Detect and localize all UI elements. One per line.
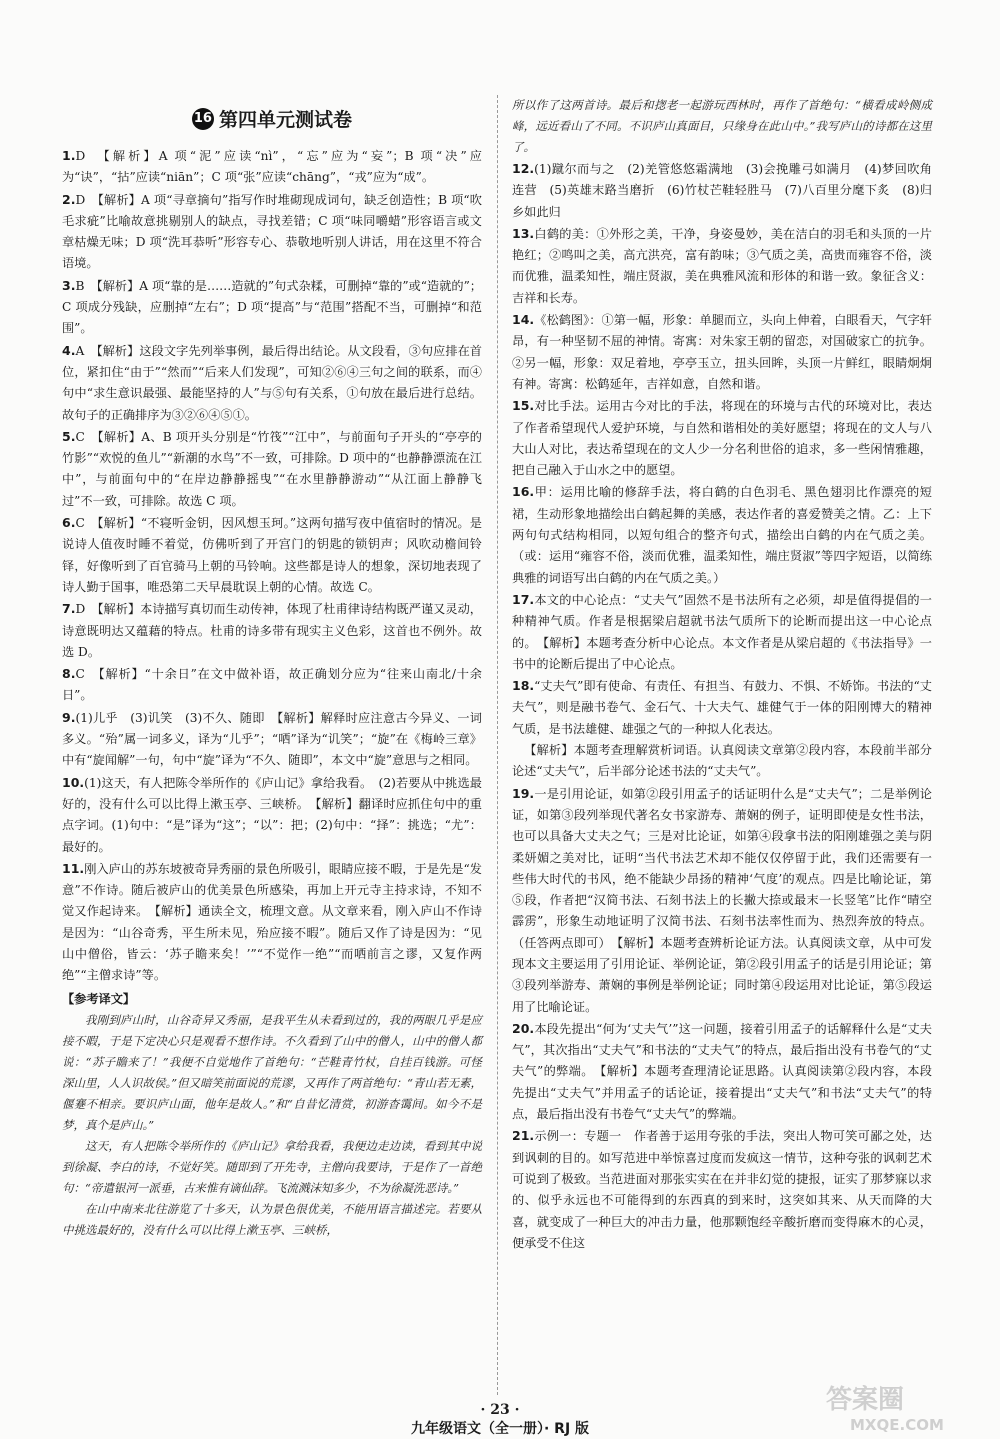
translation-para: 在山中南来北往游览了十多天，认为景色很优美，不能用语言描述完。若要从中挑选最好的，没有什么可以比得上漱玉亭、三峡桥， <box>62 1201 482 1237</box>
reference-translation <box>62 989 482 1241</box>
answer-number: 2. <box>62 191 76 207</box>
answer-item <box>512 675 932 740</box>
page-number: · 23 · <box>480 1402 520 1418</box>
answer-item <box>62 598 482 663</box>
answer-item <box>512 1018 932 1125</box>
answer-item <box>62 189 482 275</box>
answer-number: 10. <box>62 774 85 790</box>
answer-text: 甲：运用比喻的修辞手法，将白鹤的白色羽毛、黑色翅羽比作漂亮的短裙，生动形象地描绘出白鹤起舞的美感，表达作者的喜爱赞美之情。乙：上下两句句式结构相同，以短句组合的整齐句式，描绘出白鹤的内在气质之美。（或：运用“雍容不俗，淡而优雅，温柔知性，端庄贤淑”等四字短语，以简练典雅的词语写出白鹤的内在气质之美。） <box>512 485 932 585</box>
answer-number: 9. <box>62 709 76 725</box>
answer-text: D 【解析】本诗描写真切而生动传神，体现了杜甫律诗结构既严谨又灵动，诗意既明达又蕴藉的特点。杜甫的诗多带有现实主义色彩，这首也不例外。故选 D。 <box>62 602 482 659</box>
answer-text: D 【解析】A 项“寻章摘句”指写作时堆砌现成词句，缺乏创造性；B 项“吹毛求疵”比喻故意挑剔别人的缺点，寻找差错；C 项“味同嚼蜡”形容语言或文章枯燥无味；D 项“洗耳恭听”形容专心、恭敬地听别人讲话，用在这里不符合语境。 <box>62 192 482 271</box>
answer-list-right <box>512 158 932 1254</box>
answer-item <box>512 309 932 395</box>
translation-heading: 【参考译文】 <box>62 991 136 1006</box>
answer-item <box>512 223 932 309</box>
answer-item <box>512 783 932 1018</box>
answer-item <box>512 158 932 223</box>
answer-number: 21. <box>512 1128 535 1144</box>
answer-item <box>62 340 482 426</box>
answer-number: 3. <box>62 277 76 293</box>
answer-text: B 【解析】A 项“靠的是……造就的”句式杂糅，可删掉“靠的”或“造就的”；C 项成分残缺，应删掉“左右”；D 项“提高”与“范围”搭配不当，可删掉“和范围”。 <box>62 278 482 336</box>
answer-item <box>62 663 482 707</box>
answer-number: 6. <box>62 515 76 531</box>
answer-item <box>512 1125 932 1254</box>
answer-item <box>62 145 482 189</box>
answer-text: 示例一：专题一 作者善于运用夸张的手法，突出人物可笑可鄙之处，达到讽刺的目的。如写范进中举惊喜过度而发疯这一情节，这种夸张的讽刺艺术可说到了极致。当范进面对那张实实在在并非幻觉的捷报，证实了那梦寐以求的、似乎永远也不可能得到的东西真的到来时，这突如其来、从天而降的大喜，就变成了一种巨大的冲击力量，他那颗饱经辛酸折磨而变得麻木的心灵，便承受不住这 <box>512 1129 932 1250</box>
answer-text: (1)这天，有人把陈令举所作的《庐山记》拿给我看。 (2)若要从中挑选最好的，没有什么可以比得上漱玉亭、三峡桥。 【解析】翻译时应抓住句中的重点字词。(1)句中：“是”译为“这”；“以”：把；(2)句中：“择”：挑选；“尤”：最好的。 <box>62 775 482 854</box>
column-divider <box>497 95 498 1395</box>
answer-text: (1)儿乎 (3)讥笑 (3)不久、随即 【解析】解释时应注意古今异义、一词多义。“殆”属一词多义，译为“儿乎”；“哂”译为“讥笑”；“旋”在《梅岭三章》中有“旋闻解”一句，句中“旋”译为“不久、随即”，本文中“旋”意思与之相同。 <box>62 710 482 768</box>
answer-number: 14. <box>512 312 535 328</box>
answer-number: 11. <box>62 860 85 876</box>
answer-number: 7. <box>62 601 76 617</box>
answer-text: 本段先提出“何为‘丈夫气’”这一问题，接着引用孟子的话解释什么是“丈夫气”，其次指出“丈夫气”和书法的“丈夫气”的特点，最后指出没有书卷气的“丈夫气”的弊端。 【解析】本题考查理清论证思路。认真阅读第②段内容，本段先提出“丈夫气”并用孟子的话论证，接着提出“丈夫气”和书法“丈夫气”的特点，最后指出没有书卷气“丈夫气”的弊端。 <box>512 1021 932 1122</box>
answer-item <box>62 858 482 987</box>
answer-text: (1)蹴尔而与之 (2)羌管悠悠霜满地 (3)会挽雕弓如满月 (4)梦回吹角连营 (5)英雄末路当磨折 (6)竹杖芒鞋轻胜马 (7)八百里分麾下炙 (8)归乡如此归 <box>512 162 932 219</box>
answer-number: 1. <box>62 148 76 163</box>
left-column <box>62 95 482 1241</box>
answer-number: 12. <box>512 161 535 176</box>
translation-para: 我刚到庐山时，山谷奇异又秀丽，是我平生从未看到过的，我的两眼几乎是应接不暇，于是下定决心只是观看不想作诗。不久看到了山中的僧人，山中的僧人都说：“苏子瞻来了！”我便不自觉地作了首绝句：“芒鞋青竹杖，自挂百钱游。可怪深山里，人人识故侯。”但又暗笑前面说的荒谬，又再作了两首绝句：“青山若无素，偃蹇不相亲。要识庐山面，他年是故人。”和“自昔忆清赏，初游杳霭间。如今不是梦，真个是庐山。” <box>62 1012 483 1132</box>
answer-number: 19. <box>512 785 535 801</box>
watermark-logo <box>820 1380 980 1435</box>
answer-text: “丈夫气”即有使命、有责任、有担当、有鼓力、不惧、不娇饰。书法的“丈夫气”，则是融书卷气、金石气、十大夫气、雄健气于一体的阳刚博大的精神气质，是书法雄健、雄强之气的一种拟人化表达。 <box>512 679 932 736</box>
answer-text: C 【解析】“十余日”在文中做补语，故正确划分应为“往来山南北/十余日”。 <box>62 667 482 703</box>
page-title: 第四单元测试卷 <box>219 109 353 131</box>
answer-item <box>512 740 932 783</box>
right-column <box>512 95 932 1254</box>
answer-text: 刚入庐山的苏东坡被奇异秀丽的景色所吸引，眼睛应接不暇，于是先是“发意”不作诗。随后被庐山的优美景色所感染，再加上开元寺主持求诗，不知不觉又作起诗来。 【解析】通读全文，梳理文意。从文章来看，刚入庐山不作诗是因为：“山谷奇秀，平生所未见，殆应接不暇”。随后又作了诗是因为：“见山中僧俗，皆云：‘苏子瞻来矣！’”“不觉作一绝”“而哂前言之谬，又复作两绝”“主僧求诗”等。 <box>62 861 482 983</box>
answer-number: 8. <box>62 666 76 682</box>
answer-text: D 【解析】A 项“泥”应读“nì”，“忘”应为“妄”；B 项“决”应为“诀”，“拈”应读“niān”；C 项“张”应读“chāng”，“戎”应为“成”。 <box>62 149 482 185</box>
answer-number: 13. <box>512 225 535 241</box>
answer-item <box>512 481 932 588</box>
book-edition: 九年级语文（全一册）· RJ 版 <box>410 1421 590 1437</box>
answer-text: 【解析】本题考查理解赏析词语。认真阅读文章第②段内容，本段前半部分论述“丈夫气”，后半部分论述书法的“丈夫气”。 <box>512 743 932 779</box>
answer-text: 一是引用论证，如第②段引用孟子的话证明什么是“丈夫气”；二是举例论证，如第③段列举现代著名女书家游寿、萧娴的例子，证明即使是女性书法，也可以具备大丈夫之气；三是对比论证，如第④段拿书法的阳刚雄强之美与阴柔妍媚之美对比，证明“当代书法艺术却不能仅仅停留于此，我们还需要有一些伟大时代的书风，绝不能缺少昂扬的精神‘气度’的观点。四是比喻论证，第⑤段，作者把“汉简书法、石刻书法上的长撇大捺或最末一长竖笔”比作“晴空霹雳”，形象生动地证明了汉简书法、石刻书法率性而为、热烈奔放的特点。（任答两点即可） 【解析】本题考查辨析论证方法。认真阅读文章，从中可发现本文主要运用了引用论证、举例论证，第②段引用孟子的话是引用论证；第③段列举游寿、萧娴的事例是举例论证；同时第④段运用对比论证，第⑤段运用了比喻论证。 <box>512 786 932 1014</box>
answer-list-left <box>62 145 482 987</box>
answer-text: 《松鹤图》：①第一幅，形象：单腿而立，头向上伸着，白眼看天，气字轩昂，有一种坚韧不屈的神情。寄寓：对朱家王朝的留恋，对国破家亡的抗争。②另一幅，形象：双足着地，亭亭玉立，扭头回眸，头顶一片鲜红，眼睛炯炯有神。寄寓：松鹤延年，吉祥如意，自然和谐。 <box>512 313 932 391</box>
answer-number: 15. <box>512 398 535 414</box>
watermark-text: 答案圈 <box>826 1385 905 1415</box>
answer-item <box>512 589 932 675</box>
translation-continued: 所以作了这两首诗。最后和揔老一起游玩西林时，再作了首绝句：“横看成岭侧成峰，远近看山了不同。不识庐山真面目，只缘身在此山中。”我写庐山的诗都在这里了。 <box>512 98 932 154</box>
answer-item <box>62 772 482 858</box>
answer-item <box>62 512 482 598</box>
answer-number: 4. <box>62 342 76 358</box>
answer-number: 5. <box>62 428 76 444</box>
answer-item <box>62 275 482 340</box>
translation-para: 这天，有人把陈令举所作的《庐山记》拿给我看，我便边走边读，看到其中说到徐凝、李白的诗，不觉好笑。随即到了开先寺，主僧向我要诗，于是作了一首绝句：“帝遣银河一派垂，古来惟有谪仙辞。飞流溅沫知多少，不为徐凝洗恶诗。” <box>62 1138 482 1195</box>
answer-text: 本文的中心论点：“丈夫气”固然不是书法所有之必须，却是值得提倡的一种精神气质。作者是根据梁启超就书法气质所下的论断而提出这一中心论点的。 【解析】本题考查分析中心论点。本文作者是从梁启超的《书法指导》一书中的论断后提出了中心论点。 <box>512 592 932 671</box>
answer-item <box>62 426 482 512</box>
answer-number: 16. <box>512 484 535 500</box>
answer-text: C 【解析】A、B 项开头分别是“竹筏”“江中”，与前面句子开头的“亭亭的竹影”“欢悦的鱼儿”“新潮的水鸟”不一致，可排除。D 项中的“也静静漂流在江中”，与前面句中的“在岸边静静摇曳”“在水里静静游动”“从江面上静静飞过”不一致，可排除。故选 C 项。 <box>62 429 482 508</box>
title-badge: 16 <box>192 108 214 130</box>
answer-text: C 【解析】“不寝听金钥，因风想玉珂。”这两句描写夜中值宿时的情况。是说诗人值夜时睡不着觉，仿佛听到了开宫门的钥匙的锁钥声；风吹动檐间铃铎，好像听到了百官骑马上朝的马铃响。这些都是诗人的想象，深切地表现了诗人勤于国事，唯恐第二天早晨耽误上朝的心情。故选 C。 <box>62 516 482 594</box>
answer-number: 20. <box>512 1020 535 1036</box>
answer-number: 17. <box>512 591 535 607</box>
answer-item <box>512 395 932 481</box>
answer-item <box>62 707 482 772</box>
answer-number: 18. <box>512 678 535 694</box>
watermark-url: MXQE.COM <box>850 1416 944 1434</box>
answer-text: 白鹤的美：①外形之美，干净，身姿曼妙，美在洁白的羽毛和头顶的一片艳红；②鸣叫之美，高亢洪亮，富有韵味；③气质之美，高贵而雍容不俗，淡而优雅，温柔知性，端庄贤淑，美在典雅风流和形体的和谐一致。象征含义：吉祥和长寿。 <box>512 226 932 305</box>
answer-text: A 【解析】这段文字先列举事例，最后得出结论。从文段看，③句应排在首位，紧扣住“由于”“然而”“后来人们发现”，可知②⑥④三句之间的联系，而④句中“求生意识最强、最能坚持的人”与⑤句有关系，①句放在最后进行总结。故句子的正确排序为③②⑥④⑤①。 <box>62 343 482 422</box>
section-title <box>62 105 482 133</box>
answer-text: 对比手法。运用古今对比的手法，将现在的环境与古代的环境对比，表达了作者希望现代人爱护环境，与自然和谐相处的美好愿望；将现在的文人与八大山人对比，表达希望现在的文人少一分名利世俗的追求，多一些闲情雅趣，把自己融入于山水之中的愿望。 <box>512 399 932 478</box>
